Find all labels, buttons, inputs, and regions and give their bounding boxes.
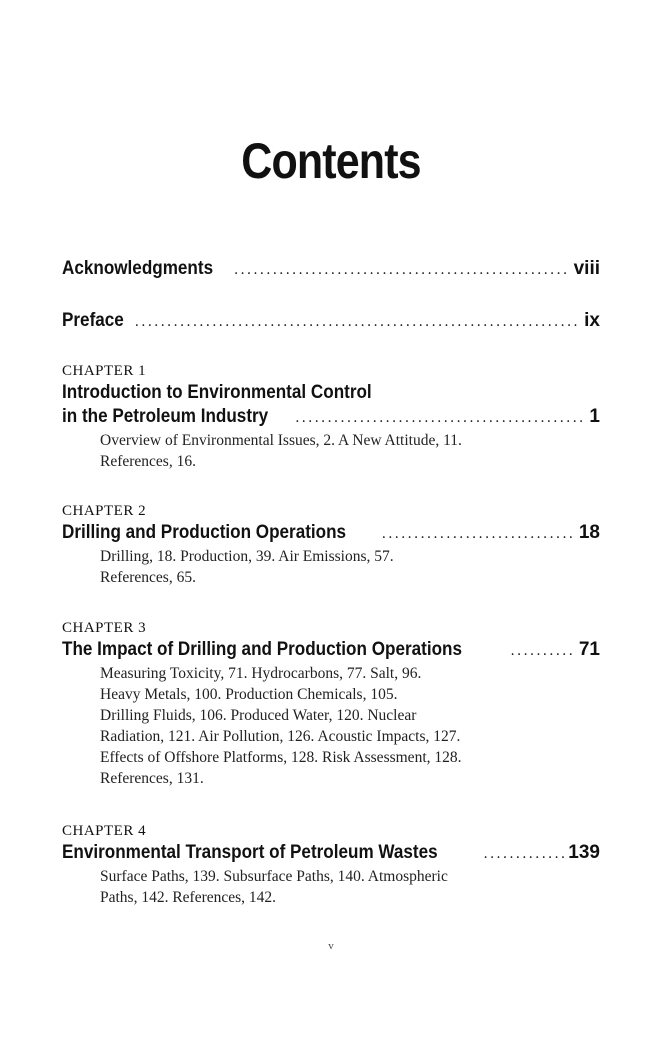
dot-leader [234,262,570,278]
chapter-title-line: Drilling and Production Operations [62,522,347,543]
toc-chapter-3[interactable] [62,617,600,789]
chapter-title-line: Environmental Transport of Petroleum Wastes [62,842,438,863]
chapter-sections [62,430,600,472]
dot-leader [295,410,585,426]
entry-page: viii [573,258,600,279]
chapter-title-line: Introduction to Environmental Control [62,382,372,403]
entry-page: ix [584,310,600,331]
page-title: Contents [241,133,421,189]
section-line: Paths, 142. References, 142. [100,889,277,906]
section-line: References, 16. [100,453,196,470]
entry-title: Acknowledgments [62,258,214,279]
toc-entry-acknowledgments[interactable] [62,258,600,282]
chapter-page: 71 [578,639,600,660]
chapter-label: CHAPTER 4 [62,823,147,839]
dot-leader [135,314,580,330]
section-line: Overview of Environmental Issues, 2. A New Attitude, 11. [100,432,462,449]
toc-chapter-1[interactable] [62,360,600,472]
section-line: Heavy Metals, 100. Production Chemicals, 105. [100,686,398,703]
dot-leader [510,643,574,659]
chapter-title-line: The Impact of Drilling and Production Operations [62,639,462,660]
toc-chapter-2[interactable] [62,500,600,588]
section-line: Drilling, 18. Production, 39. Air Emissions, 57. [100,548,394,565]
dot-leader [382,526,575,542]
chapter-page: 18 [578,522,600,543]
chapter-sections [62,866,600,908]
chapter-sections [62,546,600,588]
section-line: Surface Paths, 139. Subsurface Paths, 140. Atmospheric [100,868,448,885]
entry-title: Preface [62,310,124,331]
dot-leader [483,846,564,862]
chapter-label: CHAPTER 2 [62,503,147,519]
chapter-label: CHAPTER 3 [62,620,147,636]
section-line: Effects of Offshore Platforms, 128. Risk Assessment, 128. [100,749,462,766]
toc-entry-preface[interactable] [62,310,600,334]
section-line: References, 65. [100,569,196,586]
section-line: References, 131. [100,770,204,787]
chapter-page: 139 [568,842,600,863]
chapter-label: CHAPTER 1 [62,363,147,379]
chapter-page: 1 [589,406,600,427]
toc-chapter-4[interactable] [62,820,600,908]
page-folio: v [328,940,334,952]
chapter-sections [62,663,600,789]
chapter-title-line: in the Petroleum Industry [62,406,269,427]
section-line: Drilling Fluids, 106. Produced Water, 120. Nuclear [100,707,417,724]
section-line: Measuring Toxicity, 71. Hydrocarbons, 77. Salt, 96. [100,665,422,682]
section-line: Radiation, 121. Air Pollution, 126. Acoustic Impacts, 127. [100,728,461,745]
